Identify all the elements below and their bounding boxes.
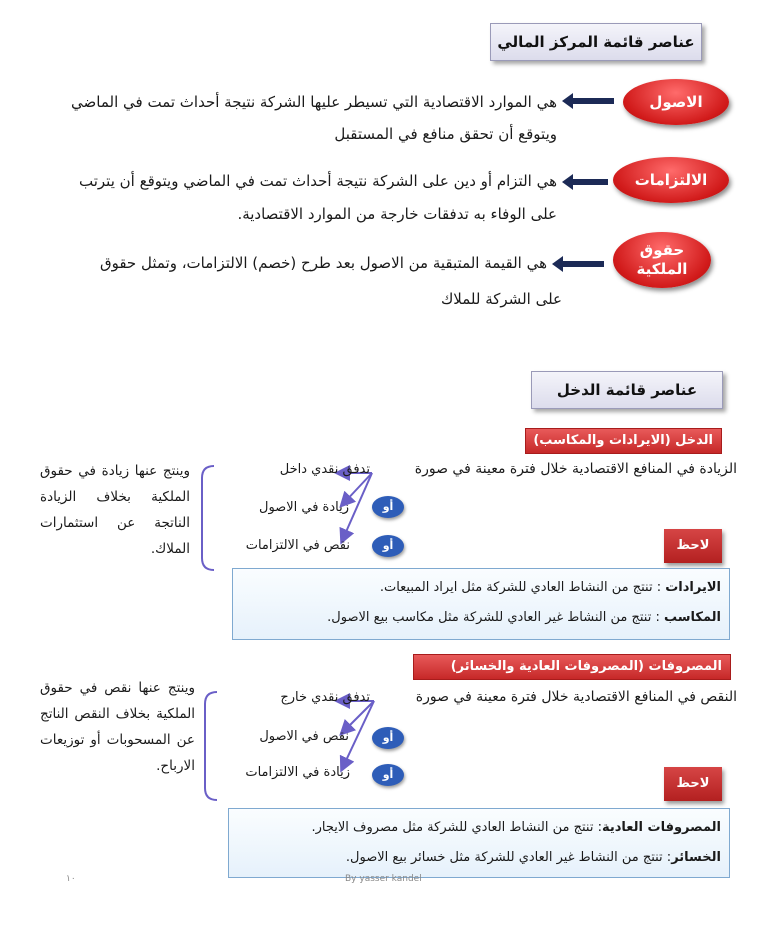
losses-text: : تنتج من النشاط غير العادي للشركة مثل خسائر بيع الاصول. [345,850,672,865]
expenses-side-text: وينتج عنها نقص في حقوق الملكية بخلاف النقص الناتج عن المسحوبات أو توزيعات الارباح. [40,680,195,774]
liabilities-definition-line1: هي التزام أو دين على الشركة نتيجة أحداث تمت في الماضي ويتوقع أن يترتب [78,172,557,190]
equity-definition-line1: هي القيمة المتبقية من الاصول بعد طرح (خصم) الالتزامات، وتمثل حقوق [99,254,547,272]
revenue-term: الايرادات [665,580,721,595]
expenses-header: المصروفات (المصروفات العادية والخسائر) [413,654,731,680]
expenses-branch-liability-increase: زيادة في الالتزامات [245,765,350,780]
equity-arrow [562,261,604,267]
revenue-note [241,573,721,603]
income-branch-cash-inflow: تدفق نقدي داخل [279,462,370,477]
income-statement-title: عناصر قائمة الدخل [531,371,723,409]
expenses-or-2: أو [372,764,404,786]
liabilities-arrow [572,179,608,185]
page-number: ١٠ [66,874,76,884]
assets-arrow [572,98,614,104]
assets-badge: الاصول [623,79,729,125]
income-or-1: أو [372,496,404,518]
regular-expenses-text: : تنتج من النشاط العادي للشركة مثل مصروف الايجار. [311,820,602,835]
revenue-text: : تنتج من النشاط العادي للشركة مثل ايراد المبيعات. [379,580,666,595]
losses-term: الخسائر [671,850,721,865]
income-branch-liability-decrease: نقص في الالتزامات [245,538,350,553]
equity-definition-line2: على الشركة للملاك [440,290,562,308]
expenses-or-1: أو [372,727,404,749]
losses-note [237,843,721,873]
equity-badge: حقوق الملكية [613,232,711,288]
income-main-line: الزيادة في المنافع الاقتصادية خلال فترة معينة في صورة [414,461,737,477]
liabilities-badge: الالتزامات [613,157,729,203]
gains-text: : تنتج من النشاط غير العادي للشركة مثل مكاسب بيع الاصول. [327,610,664,625]
income-branch-asset-increase: زيادة في الاصول [259,500,349,515]
expenses-notes-box [228,808,730,878]
regular-expenses-term: المصروفات العادية [601,820,721,835]
liabilities-definition-line2: على الوفاء به تدفقات خارجة من الموارد الاقتصادية. [237,205,557,223]
gains-note [241,603,721,633]
financial-position-title: عناصر قائمة المركز المالي [490,23,702,61]
expenses-brace [199,690,219,802]
expenses-branch-cash-outflow: تدفق نقدي خارج [280,690,370,705]
income-or-2: أو [372,535,404,557]
income-notes-box [232,568,730,640]
expenses-main-line: النقص في المنافع الاقتصادية خلال فترة معينة في صورة [415,689,737,705]
assets-definition-line1: هي الموارد الاقتصادية التي تسيطر عليها الشركة نتيجة أحداث تمت في الماضي [71,93,557,111]
gains-term: المكاسب [663,610,721,625]
regular-expenses-note [237,813,721,843]
income-side-text: وينتج عنها زيادة في حقوق الملكية بخلاف الزيادة الناتجة عن استثمارات الملاك. [40,463,190,557]
expenses-note-tag: لاحظ [664,767,722,801]
assets-definition-line2: ويتوقع أن تحقق منافع في المستقبل [334,125,557,143]
income-brace [196,464,216,572]
expenses-branch-asset-decrease: نقص في الاصول [259,729,349,744]
income-header: الدخل (الايرادات والمكاسب) [525,428,722,454]
income-note-tag: لاحظ [664,529,722,563]
author-footer: By yasser kandel [345,874,422,884]
